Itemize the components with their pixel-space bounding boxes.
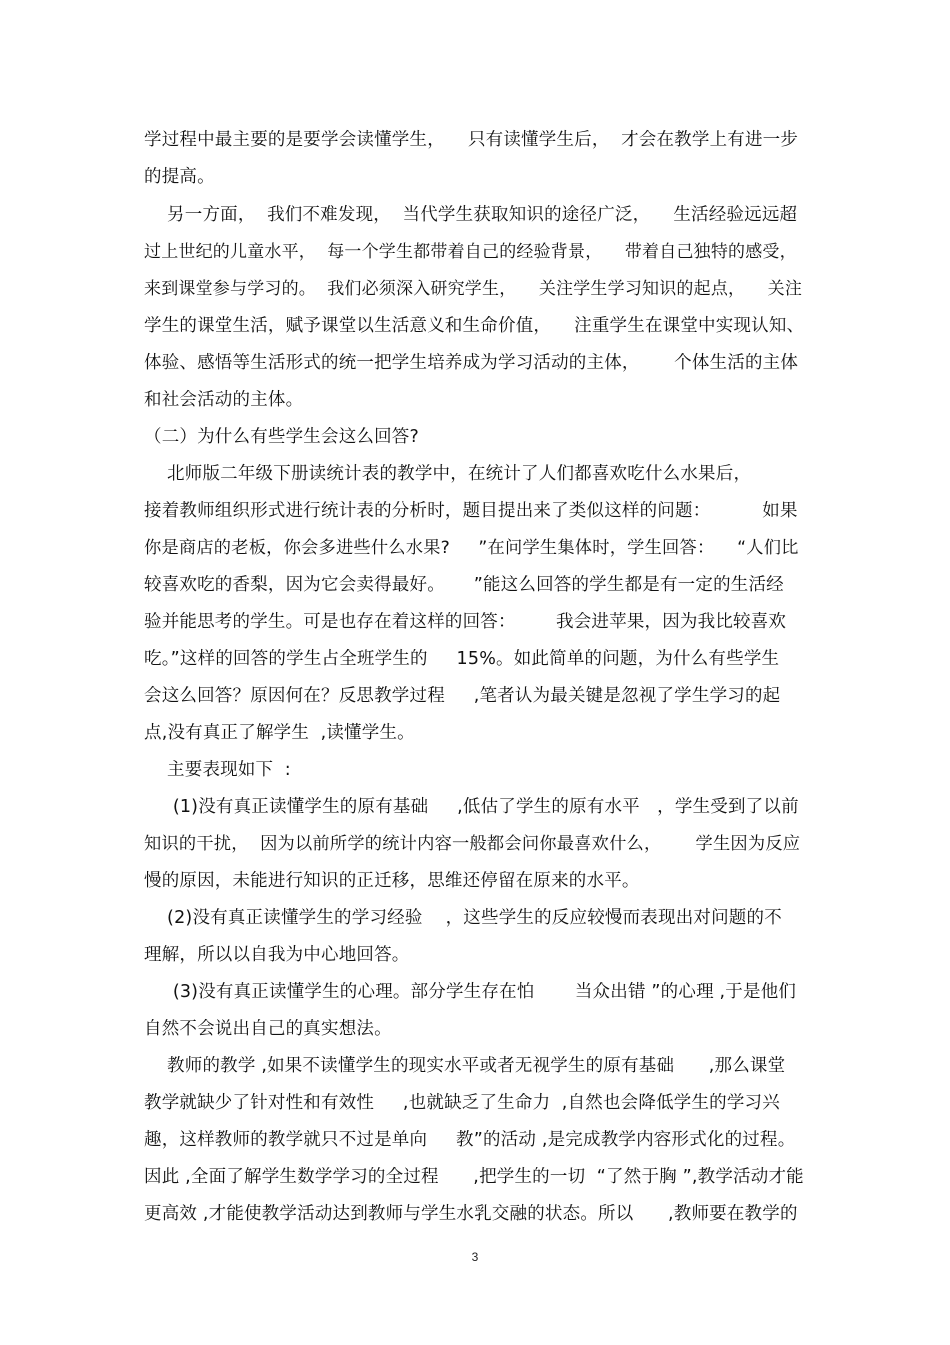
body-text-line: 因此 ,全面了解学生数学学习的全过程 ,把学生的一切 “了然于胸 ”,教学活动才能: [144, 1167, 804, 1187]
list-item-line: 慢的原因，未能进行知识的正迁移，思维还停留在原来的水平。: [144, 871, 640, 891]
body-text-line: 另一方面， 我们不难发现， 当代学生获取知识的途径广泛， 生活经验远远超: [144, 205, 798, 225]
body-text-line: 的提高。: [144, 167, 215, 187]
section-heading: （二）为什么有些学生会这么回答?: [144, 427, 419, 447]
body-text-line: 你是商店的老板，你会多进些什么水果? ”在问学生集体时，学生回答： “人们比: [144, 538, 799, 558]
body-text-line: 较喜欢吃的香梨，因为它会卖得最好。 ”能这么回答的学生都是有一定的生活经: [144, 575, 784, 595]
list-item-line: 自然不会说出自己的真实想法。: [144, 1019, 392, 1039]
body-text-line: 更高效 ,才能使教学活动达到教师与学生水乳交融的状态。所以 ,教师要在教学的: [144, 1204, 798, 1224]
page-number: 3: [471, 1250, 479, 1264]
body-text-line: 教师的教学 ,如果不读懂学生的现实水平或者无视学生的原有基础 ,那么课堂: [144, 1056, 786, 1076]
body-text-line: 体验、感悟等生活形式的统一把学生培养成为学习活动的主体， 个体生活的主体: [144, 353, 799, 373]
list-item-line: 知识的干扰， 因为以前所学的统计内容一般都会问你最喜欢什么， 学生因为反应: [144, 834, 801, 854]
body-text-line: 点,没有真正了解学生 ,读懂学生。: [144, 723, 415, 743]
body-text-line: 接着教师组织形式进行统计表的分析时，题目提出来了类似这样的问题： 如果: [144, 501, 798, 521]
body-text-line: 北师版二年级下册读统计表的教学中，在统计了人们都喜欢吃什么水果后，: [144, 464, 752, 484]
list-item-line: (2)没有真正读懂学生的学习经验 ，这些学生的反应较慢而表现出对问题的不: [144, 908, 782, 928]
list-item-line: (3)没有真正读懂学生的心理。部分学生存在怕 当众出错 ”的心理 ,于是他们: [144, 982, 797, 1002]
body-text-line: 学过程中最主要的是要学会读懂学生， 只有读懂学生后， 才会在教学上有进一步: [144, 130, 799, 150]
body-text-line: 来到课堂参与学习的。 我们必须深入研究学生， 关注学生学习知识的起点， 关注: [144, 279, 803, 299]
body-text-line: 主要表现如下 :: [144, 760, 291, 780]
body-text-line: 学生的课堂生活，赋予课堂以生活意义和生命价值， 注重学生在课堂中实现认知、: [144, 316, 805, 336]
body-text-line: 趣，这样教师的教学就只不过是单向 教”的活动 ,是完成教学内容形式化的过程。: [144, 1130, 796, 1150]
list-item-line: 理解，所以以自我为中心地回答。: [144, 945, 410, 965]
body-text-line: 吃。”这样的回答的学生占全班学生的 15%。如此简单的问题，为什么有些学生: [144, 649, 780, 669]
body-text-line: 和社会活动的主体。: [144, 390, 304, 410]
body-text-line: 过上世纪的儿童水平， 每一个学生都带着自己的经验背景， 带着自己独特的感受，: [144, 242, 797, 262]
list-item-line: (1)没有真正读懂学生的原有基础 ,低估了学生的原有水平 ，学生受到了以前: [144, 797, 799, 817]
body-text-line: 验并能思考的学生。可是也存在着这样的回答： 我会进苹果，因为我比较喜欢: [144, 612, 787, 632]
body-text-line: 教学就缺少了针对性和有效性 ,也就缺乏了生命力 ,自然也会降低学生的学习兴: [144, 1093, 780, 1113]
body-text-line: 会这么回答？原因何在？反思教学过程 ,笔者认为最关键是忽视了学生学习的起: [144, 686, 781, 706]
